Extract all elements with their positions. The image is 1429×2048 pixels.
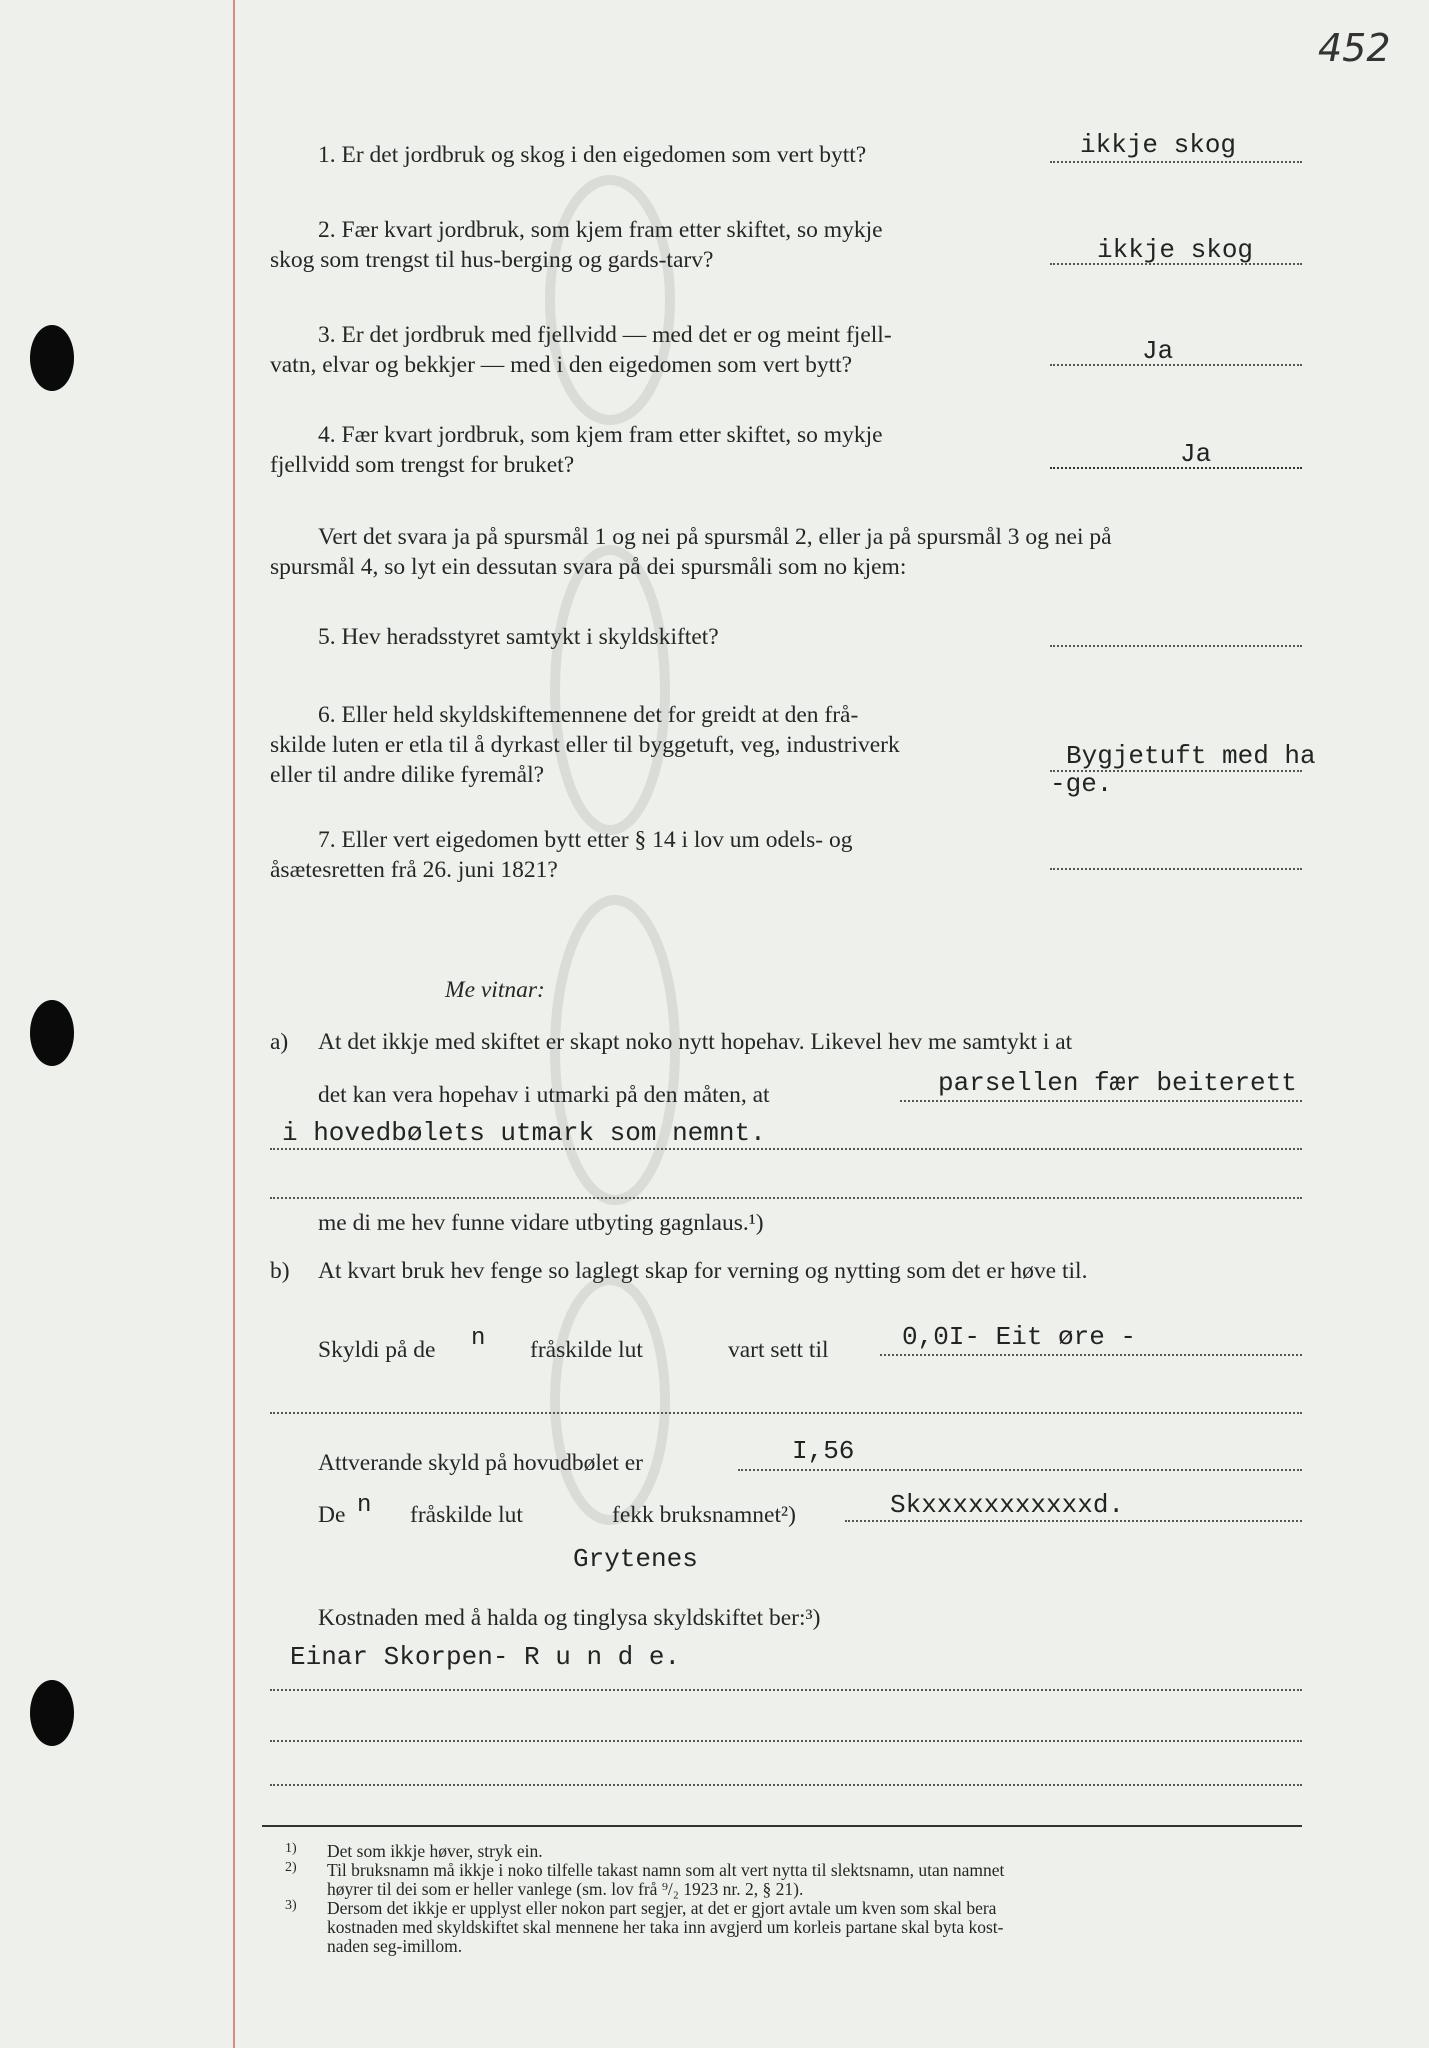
skyld-typed-n: n (471, 1325, 486, 1352)
item-a-typed-1: parsellen fær beiterett (938, 1068, 1297, 1098)
conditional-note (270, 522, 1112, 582)
skyld-label-mid: fråskilde lut (530, 1337, 643, 1363)
footnote-1-number: 1) (285, 1841, 297, 1856)
answer-line (270, 1689, 1302, 1691)
namn-label-post: fekk bruksnamnet²) (612, 1502, 796, 1528)
witness-heading: Me vitnar: (445, 977, 545, 1003)
punch-hole-middle (30, 1000, 74, 1066)
footnote-3-line: naden seg‑imillom. (327, 1936, 463, 1956)
answer-1: ikkje skog (1080, 130, 1237, 160)
answer-line (880, 1354, 1302, 1356)
question-text-line: 7. Eller vert eigedomen bytt etter § 14 i lov um odels‑ og (318, 827, 853, 853)
question-text-line: 3. Er det jordbruk med fjellvidd — med det er og meint fjell‑ (318, 322, 892, 348)
namn-struck-text: Skxxxxxxxxxxxd. (890, 1490, 1125, 1520)
answer-line (270, 1148, 1302, 1150)
question-text-line: vatn, elvar og bekkjer — med i den eigedomen som vert bytt? (270, 352, 853, 378)
question-text-line: eller til andre dilike fyremål? (270, 762, 545, 788)
answer-line (270, 1412, 1302, 1414)
answer-line (1050, 868, 1302, 870)
item-a-line-2: det kan vera hopehav i utmarki på den måten, at (318, 1082, 770, 1108)
item-b-text: At kvart bruk hev fenge so laglegt skap for verning og nytting som det er høve til. (318, 1258, 1088, 1284)
footnote-2-line: Til bruksnamn må ikkje i noko tilfelle takast namn som alt vert nytta til slektsnamn, utan namnet (327, 1860, 1005, 1880)
answer-line (738, 1469, 1302, 1471)
footnotes (285, 1842, 1305, 1956)
footnote-2-line: høyrer til dei som er heller vanlege (sm. lov frå ⁹/₂ 1923 nr. 2, § 21). (327, 1879, 804, 1899)
question-text-line: 2. Fær kvart jordbruk, som kjem fram etter skiftet, so mykje (318, 217, 883, 243)
footnote-2-number: 2) (285, 1860, 297, 1875)
skyld-label-pre: Skyldi på de (318, 1337, 436, 1363)
answer-line (1050, 364, 1302, 366)
question-2 (270, 215, 883, 275)
note-line: spursmål 4, so lyt ein dessutan svara på dei spursmåli som no kjem: (270, 554, 907, 580)
footnote-3-number: 3) (285, 1898, 297, 1913)
item-a-line-4: me di me hev funne vidare utbyting gagnlaus.¹) (318, 1210, 764, 1236)
kostnad-label: Kostnaden med å halda og tinglysa skyldskiftet ber:³) (318, 1605, 821, 1631)
answer-line (1050, 263, 1302, 265)
question-text-line: 5. Hev heradsstyret samtykt i skyldskiftet? (318, 624, 719, 650)
question-1 (318, 140, 866, 170)
question-text-line: 1. Er det jordbruk og skog i den eigedomen som vert bytt? (318, 142, 867, 168)
namn-typed-n: n (357, 1492, 372, 1519)
question-text-line: fjellvidd som trengst for bruket? (270, 452, 575, 478)
question-7 (270, 825, 853, 885)
item-a-label: a) (270, 1029, 289, 1055)
question-text-line: skilde luten er etla til å dyrkast eller til byggetuft, veg, industriverk (270, 732, 900, 758)
answer-line (270, 1197, 1302, 1199)
answer-line (845, 1520, 1302, 1522)
question-4 (270, 420, 883, 480)
skyld-label-post: vart sett til (728, 1337, 829, 1363)
punch-hole-top (30, 325, 74, 391)
answer-3: Ja (1142, 336, 1174, 366)
footnote-3-line: kostnaden med skyldskiftet skal mennene her taka inn avgjerd um korleis partane skal byta kost‑ (327, 1917, 1004, 1937)
answer-line (270, 1784, 1302, 1786)
item-a-line-1: At det ikkje med skiftet er skapt noko nytt hopehav. Likevel hev me samtykt i at (318, 1029, 1073, 1055)
answer-4: Ja (1180, 439, 1212, 469)
attverande-label: Attverande skyld på hovudbølet er (318, 1450, 643, 1476)
question-text-line: åsætesretten frå 26. juni 1821? (270, 857, 558, 883)
question-text-line: 4. Fær kvart jordbruk, som kjem fram etter skiftet, so mykje (318, 422, 883, 448)
item-b-label: b) (270, 1258, 290, 1284)
kostnad-value: Einar Skorpen- R u n d e. (290, 1642, 681, 1672)
answer-line (1050, 161, 1302, 163)
punch-hole-bottom (30, 1680, 74, 1746)
question-6 (270, 700, 900, 790)
item-a-typed-2: i hovedbølets utmark som nemnt. (282, 1118, 766, 1148)
page-number: 452 (1318, 26, 1391, 70)
question-text-line: 6. Eller held skyldskiftemennene det for greidt at den frå‑ (318, 702, 859, 728)
answer-6: Bygjetuft med ha (1066, 741, 1316, 771)
question-3 (270, 320, 892, 380)
footnote-3-line: Dersom det ikkje er upplyst eller nokon part segjer, at det er gjort avtale um kven som skal bera (327, 1898, 997, 1918)
answer-line (900, 1100, 1302, 1102)
answer-line (1050, 467, 1302, 469)
namn-label-pre: De (318, 1502, 346, 1528)
answer-line (1050, 645, 1302, 647)
question-text-line: skog som trengst til hus‑berging og gards‑tarv? (270, 247, 714, 273)
answer-line (270, 1740, 1302, 1742)
skyld-value: 0,0I- Eit øre - (902, 1322, 1137, 1352)
footnote-1-line: Det som ikkje høver, stryk ein. (327, 1841, 543, 1861)
namn-value: Grytenes (573, 1544, 698, 1574)
red-margin-rule (233, 0, 235, 2048)
namn-label-mid: fråskilde lut (410, 1502, 523, 1528)
answer-6-continuation: -ge. (1050, 769, 1113, 799)
question-5 (318, 622, 719, 652)
footnote-separator (262, 1825, 1302, 1827)
answer-2: ikkje skog (1097, 235, 1254, 265)
note-line: Vert det svara ja på spursmål 1 og nei på spursmål 2, eller ja på spursmål 3 og nei på (318, 524, 1112, 550)
attverande-value: I,56 (792, 1436, 855, 1466)
